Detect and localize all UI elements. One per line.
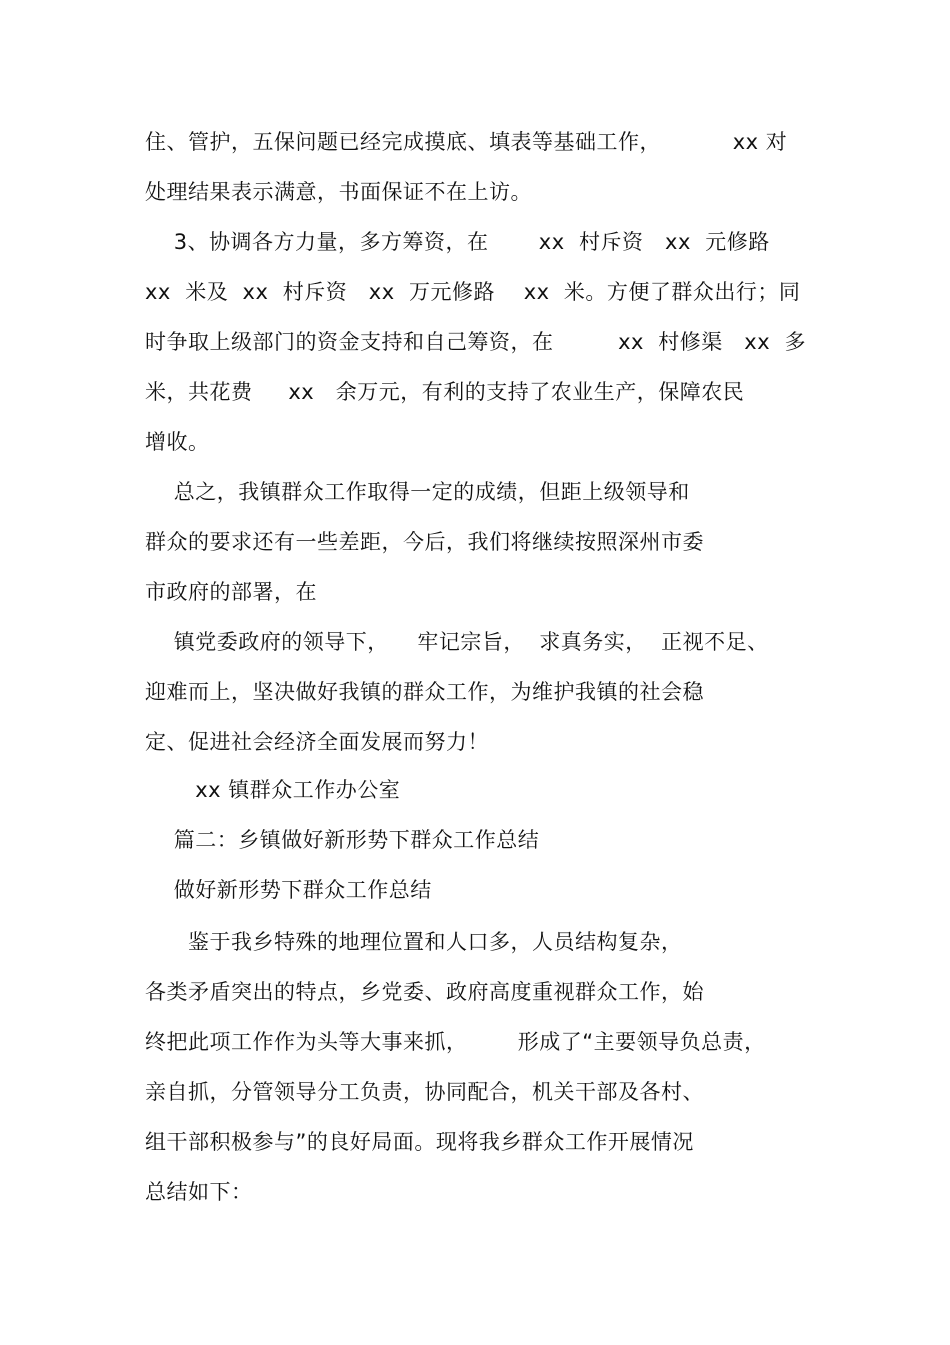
text-line: 处理结果表示满意，书面保证不在上访。 bbox=[145, 180, 532, 204]
signature-line: xx 镇群众工作办公室 bbox=[145, 778, 401, 802]
section-title: 篇二：乡镇做好新形势下群众工作总结 bbox=[145, 828, 540, 852]
text-line: 3、协调各方力量，多方筹资，在 xx 村斥资 xx 元修路 bbox=[145, 230, 770, 254]
text-line: 增收。 bbox=[145, 430, 210, 454]
text-line: 迎难而上，坚决做好我镇的群众工作，为维护我镇的社会稳 bbox=[145, 680, 704, 704]
text-line: 住、管护，五保问题已经完成摸底、填表等基础工作， xx 对 bbox=[145, 130, 788, 154]
text-line: 镇党委政府的领导下， 牢记宗旨， 求真务实， 正视不足、 bbox=[145, 630, 769, 654]
text-line: xx 米及 xx 村斥资 xx 万元修路 xx 米。方便了群众出行；同 bbox=[145, 280, 801, 304]
text-line: 亲自抓，分管领导分工负责，协同配合，机关干部及各村、 bbox=[145, 1080, 704, 1104]
text-line: 总结如下： bbox=[145, 1180, 253, 1204]
text-line: 定、促进社会经济全面发展而努力！ bbox=[145, 730, 489, 754]
section-subtitle: 做好新形势下群众工作总结 bbox=[145, 878, 432, 902]
text-line: 组干部积极参与”的良好局面。现将我乡群众工作开展情况 bbox=[145, 1130, 694, 1154]
text-line: 米，共花费 xx 余万元，有利的支持了农业生产，保障农民 bbox=[145, 380, 745, 404]
text-line: 终把此项工作作为头等大事来抓， 形成了“主要领导负总责， bbox=[145, 1030, 766, 1054]
text-line: 群众的要求还有一些差距，今后，我们将继续按照深州市委 bbox=[145, 530, 704, 554]
text-line: 市政府的部署，在 bbox=[145, 580, 317, 604]
text-line: 时争取上级部门的资金支持和自己筹资，在 xx 村修渠 xx 多 bbox=[145, 330, 807, 354]
text-line: 鉴于我乡特殊的地理位置和人口多，人员结构复杂， bbox=[145, 930, 683, 954]
text-line: 各类矛盾突出的特点，乡党委、政府高度重视群众工作，始 bbox=[145, 980, 704, 1004]
text-line: 总之，我镇群众工作取得一定的成绩，但距上级领导和 bbox=[145, 480, 690, 504]
